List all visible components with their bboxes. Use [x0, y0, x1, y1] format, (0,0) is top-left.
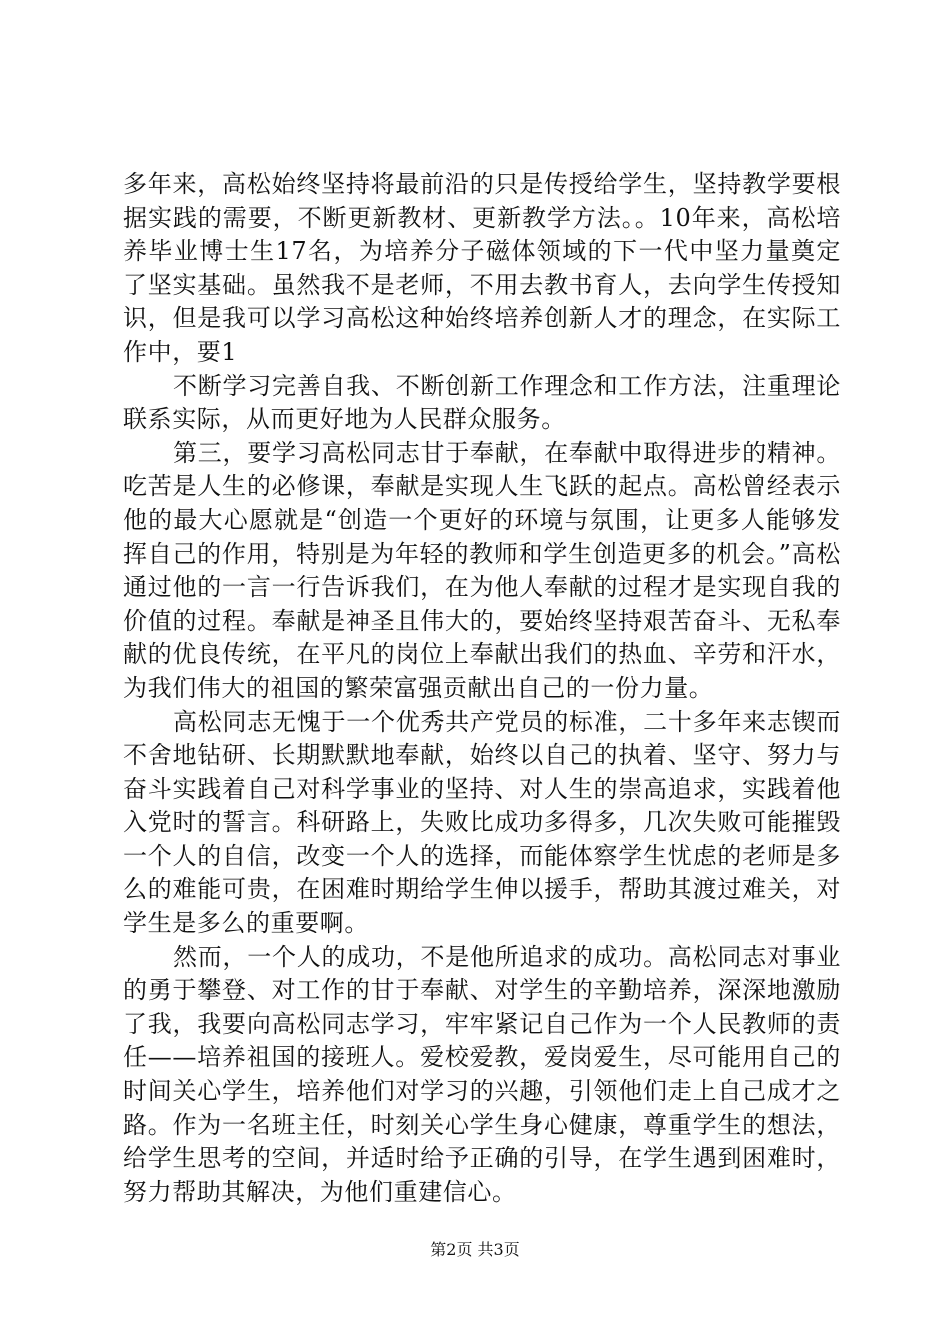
- paragraph-3: 第三，要学习高松同志甘于奉献，在奉献中取得进步的精神。吃苦是人生的必修课，奉献是实现人生飞跃的起点。高松曾经表示他的最大心愿就是“创造一个更好的环境与氛围，让更多人能够发挥自己的作用，特别是为年轻的教师和学生创造更多的机会。”高松通过他的一言一行告诉我们，在为他人奉献的过程才是实现自我的价值的过程。奉献是神圣且伟大的，要始终坚持艰苦奋斗、无私奉献的优良传统，在平凡的岗位上奉献出我们的热血、辛劳和汗水，为我们伟大的祖国的繁荣富强贡献出自己的一份力量。: [123, 438, 841, 702]
- paragraph-1: 多年来，高松始终坚持将最前沿的只是传授给学生，坚持教学要根据实践的需要，不断更新教材、更新教学方法。。10年来，高松培养毕业博士生17名，为培养分子磁体领域的下一代中坚力量奠定了坚实基础。虽然我不是老师，不用去教书育人，去向学生传授知识，但是我可以学习高松这种始终培养创新人才的理念，在实际工作中，要1: [123, 170, 841, 366]
- paragraph-2: 不断学习完善自我、不断创新工作理念和工作方法，注重理论联系实际，从而更好地为人民群众服务。: [123, 371, 841, 434]
- body-text: [123, 168, 841, 1209]
- paragraph-4: 高松同志无愧于一个优秀共产党员的标准，二十多年来志锲而不舍地钻研、长期默默地奉献，始终以自己的执着、坚守、努力与奋斗实践着自己对科学事业的坚持、对人生的崇高追求，实践着他入党时的誓言。科研路上，失败比成功多得多，几次失败可能摧毁一个人的自信，改变一个人的选择，而能体察学生忧虑的老师是多么的难能可贵，在困难时期给学生伸以援手，帮助其渡过难关，对学生是多么的重要啊。: [123, 707, 841, 938]
- page-number-footer: 第2页 共3页: [430, 1240, 520, 1259]
- paragraph-5: 然而，一个人的成功，不是他所追求的成功。高松同志对事业的勇于攀登、对工作的甘于奉献、对学生的辛勤培养，深深地激励了我，我要向高松同志学习，牢牢紧记自己作为一个人民教师的责任——培养祖国的接班人。爱校爱教，爱岗爱生，尽可能用自己的时间关心学生，培养他们对学习的兴趣，引领他们走上自己成才之路。作为一名班主任，时刻关心学生身心健康，尊重学生的想法，给学生思考的空间，并适时给予正确的引导，在学生遇到困难时，努力帮助其解决，为他们重建信心。: [123, 942, 841, 1206]
